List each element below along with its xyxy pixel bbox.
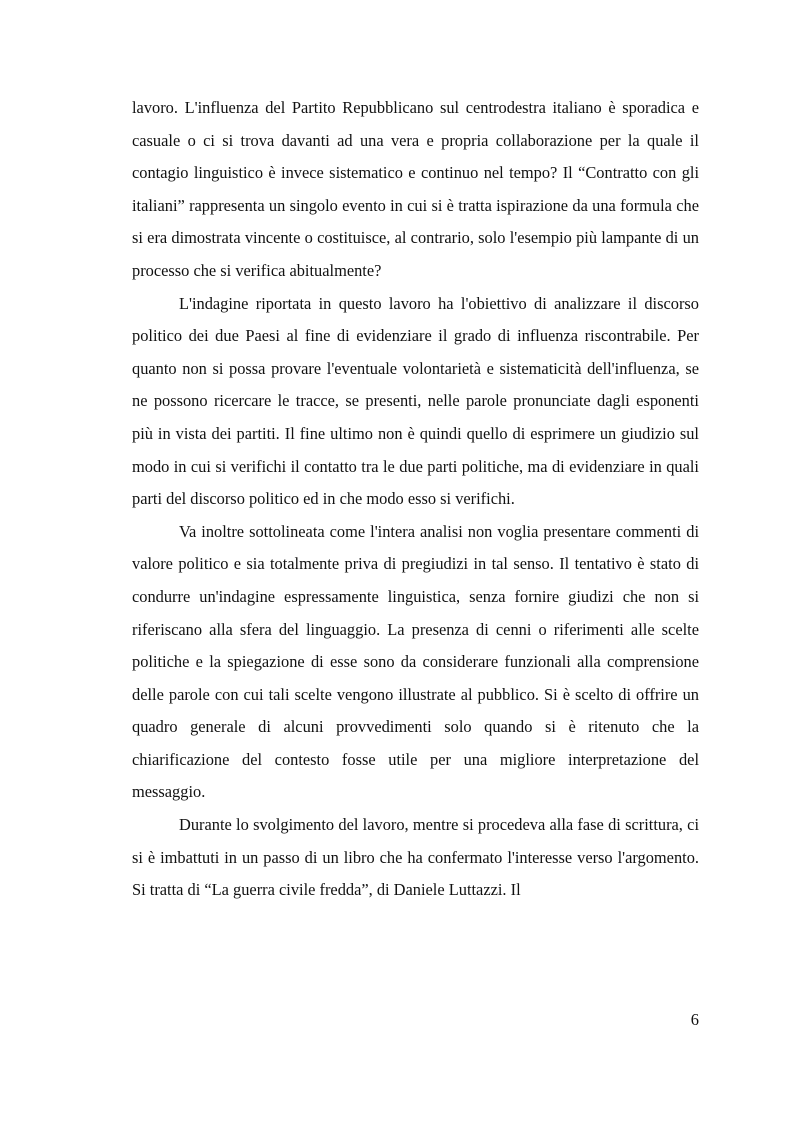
paragraph-4: Durante lo svolgimento del lavoro, mentre si procedeva alla fase di scrittura, ci si è imbattuti in un passo di un libro che ha confermato l'interesse verso l'argomento. Si tratta di “La guerra civile fredda”, di Daniele Luttazzi. Il: [132, 815, 699, 900]
paragraph-3: Va inoltre sottolineata come l'intera analisi non voglia presentare commenti di valore politico e sia totalmente priva di pregiudizi in tal senso. Il tentativo è stato di condurre un'indagine espressamente linguistica, senza fornire giudizi che non si riferiscano alla sfera del linguaggio. La presenza di cenni o riferimenti alle scelte politiche e la spiegazione di esse sono da considerare funzionali alla comprensione delle parole con cui tali scelte vengono illustrate al pubblico. Si è scelto di offrire un quadro generale di alcuni provvedimenti solo quando si è ritenuto che la chiarificazione del contesto fosse utile per una migliore interpretazione del messaggio.: [132, 521, 699, 802]
paragraph-1: lavoro. L'influenza del Partito Repubblicano sul centrodestra italiano è sporadica e casuale o ci si trova davanti ad una vera e propria collaborazione per la quale il contagio linguistico è invece sistematico e continuo nel tempo? Il “Contratto con gli italiani” rappresenta un singolo evento in cui si è tratta ispirazione da una formula che si era dimostrata vincente o costituisce, al contrario, solo l'esempio più lampante di un processo che si verifica abitualmente?: [132, 98, 699, 280]
paragraph-2: L'indagine riportata in questo lavoro ha l'obiettivo di analizzare il discorso politico dei due Paesi al fine di evidenziare il grado di influenza riscontrabile. Per quanto non si possa provare l'eventuale volontarietà e sistematicità dell'influenza, se ne possono ricercare le tracce, se presenti, nelle parole pronunciate dagli esponenti più in vista dei partiti. Il fine ultimo non è quindi quello di esprimere un giudizio sul modo in cui si verifichi il contatto tra le due parti politiche, ma di evidenziare in quali parti del discorso politico ed in che modo esso si verifichi.: [132, 293, 699, 509]
page-number: 6: [690, 1010, 699, 1029]
body-text: [132, 92, 699, 907]
